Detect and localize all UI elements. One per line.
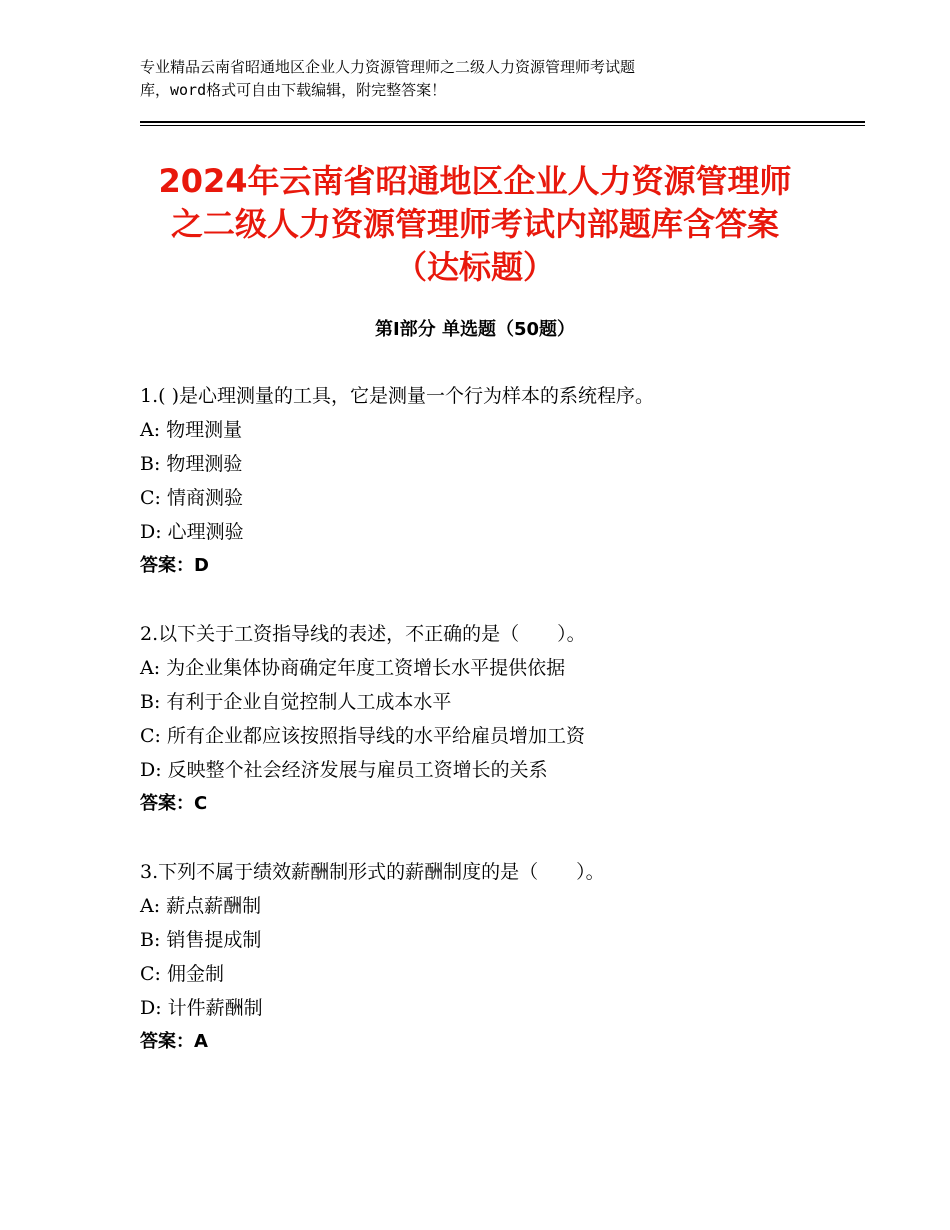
option-a: A: 为企业集体协商确定年度工资增长水平提供依据 [140, 657, 566, 679]
question-3 [140, 858, 840, 1062]
answer-label: 答案：C [140, 793, 208, 814]
answer-label: 答案：D [140, 555, 209, 576]
option-c: C: 佣金制 [140, 963, 224, 985]
question-stem: 2.以下关于工资指导线的表述，不正确的是（ ）。 [140, 623, 586, 645]
answer-label: 答案：A [140, 1031, 208, 1052]
option-b: B: 销售提成制 [140, 929, 262, 951]
option-b: B: 物理测验 [140, 453, 243, 475]
question-stem: 1.( )是心理测量的工具，它是测量一个行为样本的系统程序。 [140, 385, 654, 407]
document-title [100, 160, 850, 289]
section-title: 第Ⅰ部分 单选题（50题） [374, 319, 575, 340]
option-d: D: 反映整个社会经济发展与雇员工资增长的关系 [140, 759, 548, 781]
question-list [140, 382, 840, 1096]
header-note-line-2: 库，word格式可自由下载编辑，附完整答案！ [140, 81, 447, 99]
question-1 [140, 382, 840, 586]
title-line-1: 2024年云南省昭通地区企业人力资源管理师 [158, 162, 792, 200]
question-2 [140, 620, 840, 824]
title-line-2: 之二级人力资源管理师考试内部题库含答案 [170, 205, 779, 243]
header-note-line-1: 专业精品云南省昭通地区企业人力资源管理师之二级人力资源管理师考试题 [140, 58, 636, 76]
option-c: C: 所有企业都应该按照指导线的水平给雇员增加工资 [140, 725, 585, 747]
option-d: D: 心理测验 [140, 521, 244, 543]
header-note [140, 56, 790, 102]
header-divider-thin [140, 125, 865, 126]
question-stem: 3.下列不属于绩效薪酬制形式的薪酬制度的是（ ）。 [140, 861, 605, 883]
option-a: A: 物理测量 [140, 419, 243, 441]
header-divider-thick [140, 121, 865, 123]
title-line-3: （达标题） [394, 248, 555, 286]
option-a: A: 薪点薪酬制 [140, 895, 262, 917]
option-b: B: 有利于企业自觉控制人工成本水平 [140, 691, 452, 713]
option-d: D: 计件薪酬制 [140, 997, 263, 1019]
option-c: C: 情商测验 [140, 487, 243, 509]
